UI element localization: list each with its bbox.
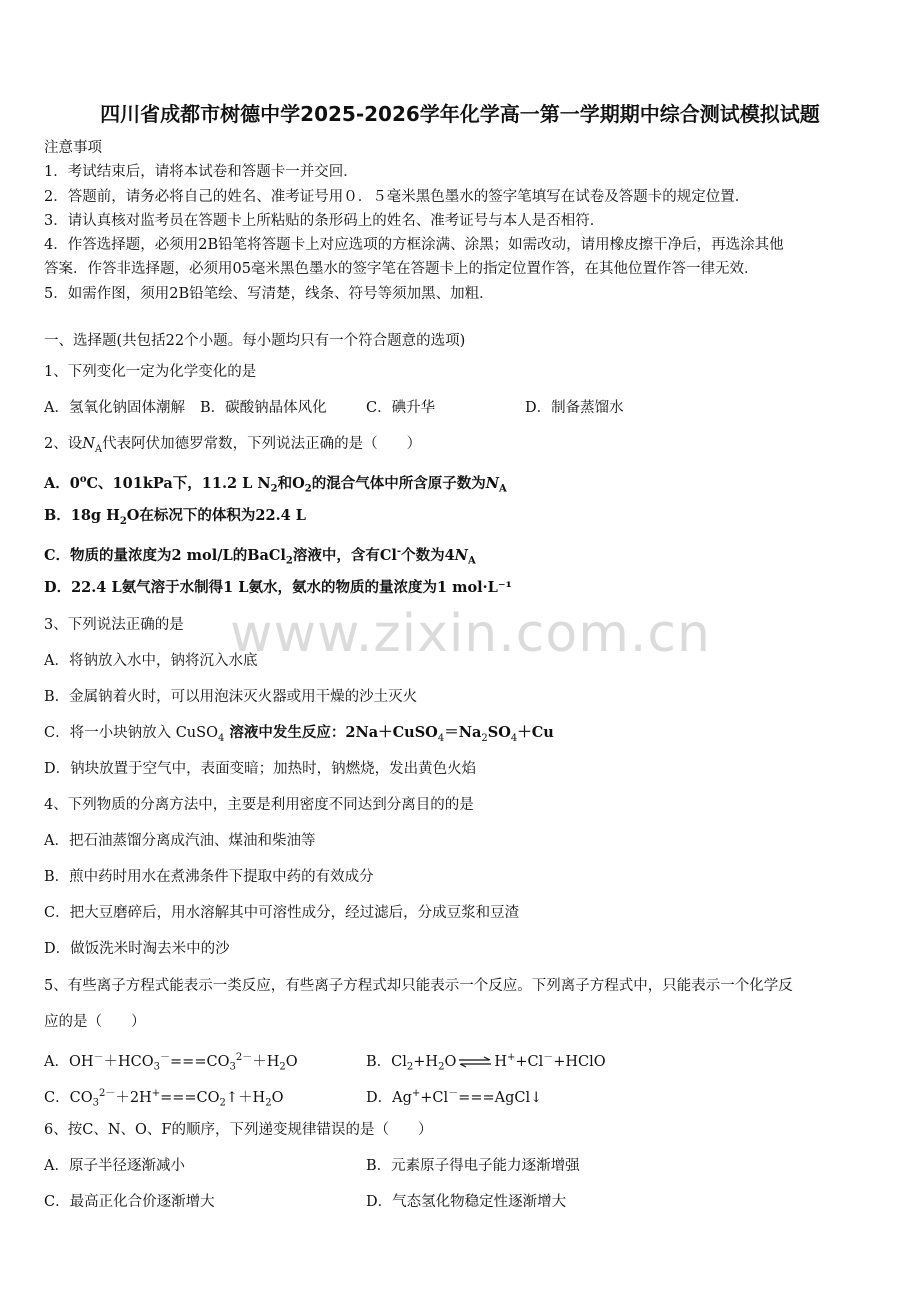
q4-option-a: A．把石油蒸馏分离成汽油、煤油和柴油等 [44,833,316,849]
text: 个数为4 [401,546,455,564]
text: 2 [285,555,293,567]
text: 2－ [98,1088,116,1099]
text: +H [413,1053,439,1070]
text: B．Cl [366,1053,407,1070]
text: 的混合气体中所含原子数为 [311,474,486,492]
text: 溶液中，含有Cl [292,546,397,564]
text: － [93,1052,104,1063]
q4-option-b: B．煎中药时用水在煮沸条件下提取中药的有效成分 [44,869,374,885]
text: 2 [119,515,127,527]
avogadro-sub: A [94,443,103,455]
q2-stem-pre: 2、设 [44,436,83,452]
text: － [448,1088,459,1099]
text: ＋HCO [103,1053,154,1070]
question-5-stem-line2: 应的是（ ） [44,1014,146,1030]
text: 2 [406,1061,414,1073]
q1-option-b: B．碳酸钠晶体风化 [200,400,327,416]
text: 4 [217,732,225,744]
q3-option-b: B．金属钠着火时，可以用泡沫灭火器或用干燥的沙土灭火 [44,689,418,705]
watermark: www.zixin.com.cn [230,604,711,664]
text: C、101kPa下，11.2 L N [86,474,271,492]
q1-option-c: C．碘升华 [366,400,436,416]
q5-option-a [44,1048,298,1078]
text: 2 [481,732,488,744]
text: ↑＋H [225,1089,266,1106]
q2-option-a [44,470,507,500]
text: － [543,1052,554,1063]
text: ＋Cu [517,724,554,741]
text: ＋2H [115,1089,152,1106]
text: N [485,474,499,492]
text: ===CO [170,1053,230,1070]
text: 3 [92,1097,99,1109]
text: A．OH [44,1053,94,1070]
q6-option-d: D．气态氢化物稳定性逐渐增大 [366,1194,567,1210]
page-title: 四川省成都市树德中学2025-2026学年化学高一第一学期期中综合测试模拟试题 [100,102,820,126]
notice-item: 4．作答选择题，必须用2B铅笔将答题卡上对应选项的方框涂满、涂黑；如需改动，请用橡皮擦干净后，再选涂其他 [44,237,784,253]
section-heading: 一、选择题(共包括22个小题。每小题均只有一个符合题意的选项) [44,333,466,349]
text: +HClO [553,1053,606,1070]
text: + [151,1088,161,1099]
question-1-stem: 1、下列变化一定为化学变化的是 [44,364,257,380]
text: A [467,555,476,567]
q4-option-d: D．做饭洗米时淘去米中的沙 [44,941,230,957]
q1-option-d: D．制备蒸馏水 [525,400,624,416]
text: B．18g H [44,507,120,524]
q6-option-c: C．最高正化合价逐渐增大 [44,1194,215,1210]
text: 2 [265,1097,272,1109]
text: +Cl [420,1089,449,1106]
avogadro-symbol: N [82,436,95,452]
text: ===AgCl↓ [458,1089,543,1106]
q5-option-d [366,1084,542,1108]
text: C．将一小块钠放入 CuSO [44,725,218,741]
text: － [160,1052,171,1063]
text: H [494,1053,507,1070]
notice-item: 3．请认真核对监考员在答题卡上所粘贴的条形码上的姓名、准考证号与本人是否相符． [44,213,605,229]
q5-option-b [366,1048,606,1078]
text: o [79,474,87,485]
q5-option-c [44,1084,283,1114]
text: 溶液中发生反应：2Na＋CuSO [224,724,438,741]
question-5-stem-line1: 5、有些离子方程式能表示一类反应，有些离子方程式却只能表示一个反应。下列离子方程式中，只能表示一个化学反 [44,978,793,994]
text: O在标况下的体积为22.4 L [126,507,306,524]
question-2-stem [44,434,421,460]
text: 3 [153,1061,161,1073]
text: 2 [438,1061,445,1073]
text: O [285,1053,298,1070]
question-3-stem: 3、下列说法正确的是 [44,617,184,633]
q4-option-c: C．把大豆磨碎后，用水溶解其中可溶性成分，经过滤后，分成豆浆和豆渣 [44,905,520,921]
notice-item: 5．如需作图，须用2B铅笔绘、写清楚，线条、符号等须加黑、加粗． [44,286,494,302]
text: +Cl [515,1053,544,1070]
text: + [411,1088,421,1099]
notice-item: 2．答题前，请务必将自己的姓名、准考证号用０．５毫米黑色墨水的签字笔填写在试卷及答题卡的规定位置． [44,189,750,205]
text: 4 [510,732,518,744]
text: N [454,546,468,564]
q2-stem-post: 代表阿伏加德罗常数，下列说法正确的是（ ） [102,436,422,452]
q3-option-c [44,723,554,749]
notice-item: 答案．作答非选择题，必须用05毫米黑色墨水的签字笔在答题卡上的指定位置作答，在其他位置作答一律无效． [44,261,759,277]
equilibrium-arrow-icon [458,1056,492,1068]
question-4-stem: 4、下列物质的分离方法中，主要是利用密度不同达到分离目的的是 [44,797,474,813]
text: C．物质的量浓度为2 mol/L的BaCl [44,546,286,564]
text: 3 [229,1061,236,1073]
text: - [396,546,402,557]
q2-option-b [44,506,306,532]
text: ＋H [252,1053,280,1070]
text: 2 [219,1097,226,1109]
text: 和O [277,474,305,492]
q6-option-b: B．元素原子得电子能力逐渐增强 [366,1158,580,1174]
text: ===CO [160,1089,220,1106]
text: C．CO [44,1089,93,1106]
q2-option-d: D．22.4 L氨气溶于水制得1 L氨水，氨水的物质的量浓度为1 mol·L⁻¹ [44,579,512,596]
q3-option-a: A．将钠放入水中，钠将沉入水底 [44,653,258,669]
text: O [444,1053,457,1070]
text: SO [487,724,511,741]
q1-option-a: A．氢氧化钠固体潮解 [44,400,185,416]
text: 2 [279,1061,286,1073]
text: O [271,1089,284,1106]
text: + [506,1052,516,1063]
text: D．Ag [366,1089,412,1106]
q6-option-a: A．原子半径逐渐减小 [44,1158,185,1174]
text: 2 [304,483,312,495]
text: 2－ [235,1052,253,1063]
text: A [498,483,507,495]
q2-option-c [44,542,476,572]
text: 4 [437,732,445,744]
notice-item: 1．考试结束后，请将本试卷和答题卡一并交回． [44,164,358,180]
text: 2 [270,483,278,495]
question-6-stem: 6、按C、N、O、F的顺序，下列递变规律错误的是（ ） [44,1122,433,1138]
notice-heading: 注意事项 [44,140,102,156]
q3-option-d: D．钠块放置于空气中，表面变暗；加热时，钠燃烧，发出黄色火焰 [44,761,477,777]
text: A．0 [44,474,80,492]
text: ＝Na [444,724,482,741]
